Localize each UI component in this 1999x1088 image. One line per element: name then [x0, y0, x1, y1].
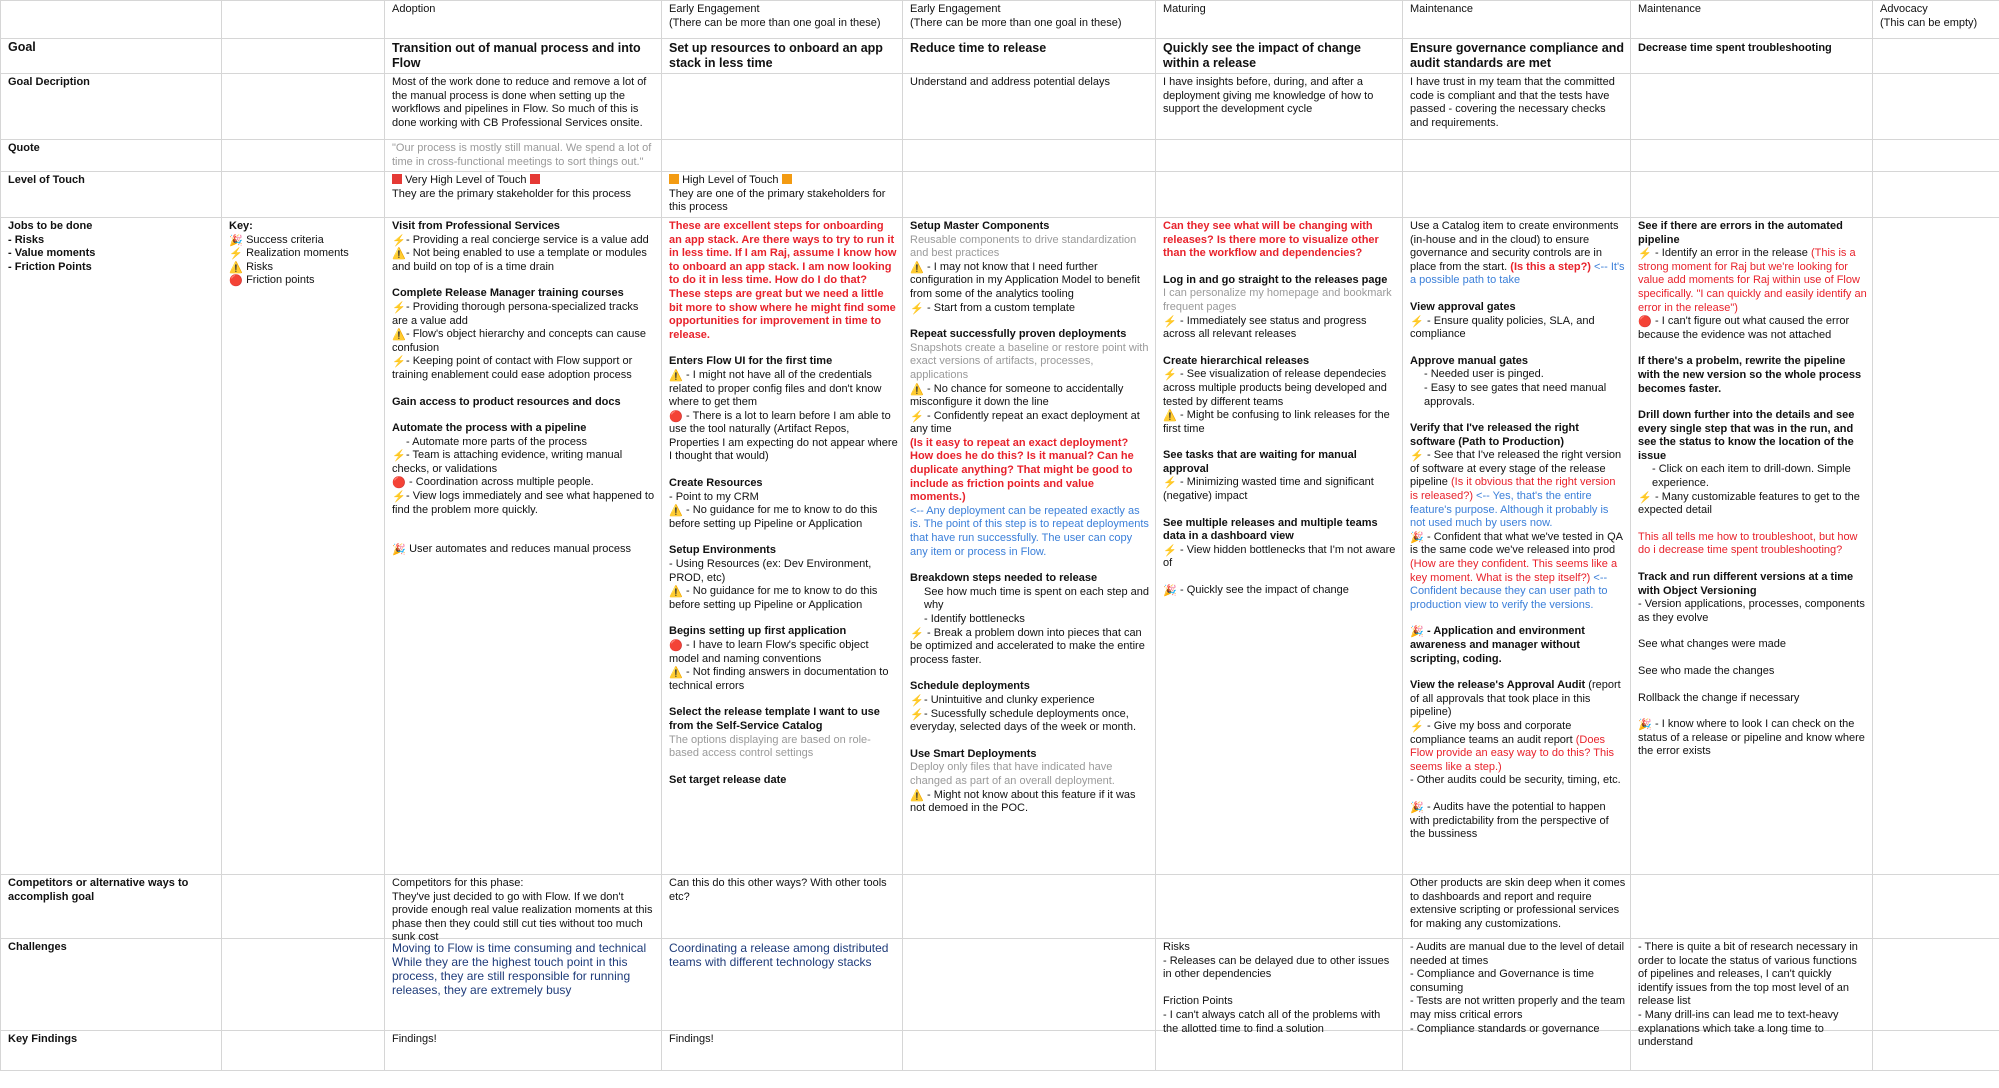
lightning-icon: ⚡	[910, 410, 924, 423]
empty-cell[interactable]	[1631, 874, 1873, 938]
empty-cell[interactable]	[903, 172, 1156, 218]
lightning-icon: ⚡	[392, 450, 406, 463]
empty-cell[interactable]	[1156, 140, 1403, 172]
empty-cell[interactable]	[1873, 172, 1999, 218]
phase-cell[interactable]: Early Engagement (There can be more than one goal in these)	[903, 1, 1156, 39]
empty-cell[interactable]	[1873, 938, 1999, 1030]
quote-cell[interactable]: "Our process is mostly still manual. We spend a lot of time in cross-functional meetings to sort things out."	[385, 140, 662, 172]
empty-cell[interactable]	[1873, 874, 1999, 938]
competitors-cell[interactable]: Other products are skin deep when it comes to dashboards and report and require extensive scripting or professional services for making any customizations.	[1403, 874, 1631, 938]
empty-cell[interactable]	[1403, 1030, 1631, 1070]
lightning-icon: ⚡	[392, 301, 406, 314]
key-cell[interactable]: Key: 🎉 Success criteria ⚡ Realization moments ⚠️ Risks 🔴 Friction points	[222, 217, 385, 874]
empty-cell[interactable]	[1403, 172, 1631, 218]
red-circle-icon: 🔴	[1638, 316, 1652, 329]
lightning-icon: ⚡	[1163, 477, 1177, 490]
empty-cell[interactable]	[222, 74, 385, 140]
empty-cell[interactable]	[1403, 140, 1631, 172]
lightning-icon: ⚡	[392, 356, 406, 369]
party-popper-icon: 🎉	[229, 234, 243, 247]
challenges-cell[interactable]: Risks - Releases can be delayed due to other issues in other dependencies Friction Points - I can't always catch all of the problems with the allotted time to find a solution	[1156, 938, 1403, 1030]
competitors-row	[1, 874, 1999, 938]
phase-cell[interactable]: Advocacy (This can be empty)	[1873, 1, 1999, 39]
jobs-cell-early-engagement-1[interactable]: These are excellent steps for onboarding an app stack. Are there ways to try to run it in less time. If I am Raj, assume I know how to onboard an app stack. I am now looking to do it in less time. How do I do that? These steps are great but we need a little bit more to show where he might find some opportunities for improvement in time to release. Enters Flow UI for the first time ⚠️ - I might not have all of the credentials related to proper config files and don't know where to get them 🔴 - There is a lot to learn before I am able to use the tool naturally (Artifact Repos, Properties I am expecting do not appear where I thought that would) Create Resources - Point to my CRM ⚠️ - No guidance for me to know to do this before setting up Pipeline or Application Setup Environments - Using Resources (ex: Dev Environment, PROD, etc) ⚠️ - No guidance for me to know to do this before setting up Pipeline or Application Begins setting up first application 🔴 - I have to learn Flow's specific object model and naming conventions ⚠️ - Not finding answers in documentation to technical errors Select the release template I want to use from the Self-Service Catalog The options displaying are based on role-based access control settings Set target release date	[662, 217, 903, 874]
party-popper-icon: 🎉	[1410, 626, 1424, 639]
warning-icon: ⚠️	[229, 261, 243, 274]
empty-cell[interactable]	[1631, 74, 1873, 140]
quote-row	[1, 140, 1999, 172]
jobs-cell-maintenance-1[interactable]: Use a Catalog item to create environments (in-house and in the cloud) to ensure governance and security controls are in place from the start. (Is this a step?) <-- It's a possible path to take View approval gates ⚡ - Ensure quality policies, SLA, and compliance Approve manual gates - Needed user is pinged. - Easy to see gates that need manual approvals. Verify that I've released the right software (Path to Production) ⚡ - See that I've released the right version of software at every stage of the release pipeline (Is it obvious that the right version is released?) <-- Yes, that's the entire feature's purpose. Although it probably is not used much by users now. 🎉 - Confident that what we've tested in QA is the same code we've released into prod (How are they confident. This seems like a key moment. What is the step itself?) <-- Confident because they can user path to production view to verify the versions. 🎉 - Application and environment awareness and manager without scripting, coding. View the release's Approval Audit (report of all approvals that took place in this pipeline) ⚡ - Give my boss and corporate compliance teams an audit report (Does Flow provide an easy way to do this? This seems like a step.) - Other audits could be security, timing, etc. 🎉 - Audits have the potential to happen with predictability from the perspective of the bussiness	[1403, 217, 1631, 874]
goal-cell[interactable]: Transition out of manual process and into Flow	[385, 39, 662, 74]
goal-cell[interactable]: Decrease time spent troubleshooting	[1631, 39, 1873, 74]
lightning-icon: ⚡	[1638, 248, 1652, 261]
empty-cell[interactable]	[222, 938, 385, 1030]
goal-cell[interactable]: Quickly see the impact of change within a release	[1156, 39, 1403, 74]
warning-icon: ⚠️	[910, 789, 924, 802]
red-square-icon	[392, 174, 402, 184]
phase-cell[interactable]: Adoption	[385, 1, 662, 39]
lightning-icon: ⚡	[1410, 450, 1424, 463]
jobs-cell-adoption[interactable]: Visit from Professional Services ⚡- Providing a real concierge service is a value add ⚠️- Not being enabled to use a template or modules and build on top of is a time drain Complete Release Manager training courses ⚡- Providing thorough persona-specialized tracks are a value add ⚠️- Flow's object hierarchy and concepts can cause confusion ⚡- Keeping point of contact with Flow support or training enablement could ease adoption process Gain access to product resources and docs Automate the process with a pipeline - Automate more parts of the process ⚡- Team is attaching evidence, writing manual checks, or validations 🔴 - Coordination across multiple people. ⚡- View logs immediately and see what happened to find the problem more quickly. 🎉 User automates and reduces manual process	[385, 217, 662, 874]
red-circle-icon: 🔴	[392, 477, 406, 490]
empty-cell[interactable]	[903, 874, 1156, 938]
empty-cell[interactable]	[222, 1030, 385, 1070]
jobs-cell-early-engagement-2[interactable]: Setup Master Components Reusable components to drive standardization and best practices ⚠️ - I may not know that I need further configuration in my Application Model to benefit from some of the analytics tooling ⚡ - Start from a custom template Repeat successfully proven deployments Snapshots create a baseline or restore point with exact versions of artifacts, processes, applications ⚠️ - No chance for someone to accidentally misconfigure it down the line ⚡ - Confidently repeat an exact deployment at any time (Is it easy to repeat an exact deployment? How does he do this? Is it manual? Can he duplicate anything? That might be good to include as friction points and value moments.) <-- Any deployment can be repeated exactly as is. The point of this step is to repeat deployments that have run successfully. The user can copy any item or process in Flow. Breakdown steps needed to release See how much time is spent on each step and why - Identify bottlenecks ⚡ - Break a problem down into pieces that can be optimized and accelerated to make the entire process faster. Schedule deployments ⚡- Unintuitive and clunky experience ⚡- Sucessfully schedule deployments once, everyday, selected days of the week or month. Use Smart Deployments Deploy only files that have indicated have changed as part of an overall deployment. ⚠️ - Might not know about this feature if it was not demoed in the POC.	[903, 217, 1156, 874]
challenges-cell[interactable]: - Audits are manual due to the level of detail needed at times - Compliance and Governance is time consuming - Tests are not written properly and the team may miss critical errors - Compliance standards or governance	[1403, 938, 1631, 1030]
party-popper-icon: 🎉	[1638, 719, 1652, 732]
challenges-cell[interactable]: Coordinating a release among distributed teams with different technology stacks	[662, 938, 903, 1030]
goal-cell[interactable]: Set up resources to onboard an app stack in less time	[662, 39, 903, 74]
row-label-key-findings[interactable]: Key Findings	[1, 1030, 222, 1070]
description-cell[interactable]: I have trust in my team that the committed code is compliant and that the tests have passed - covering the necessary checks and requirements.	[1403, 74, 1631, 140]
warning-icon: ⚠️	[910, 383, 924, 396]
row-label-jobs[interactable]: Jobs to be done - Risks - Value moments - Friction Points	[1, 217, 222, 874]
description-cell[interactable]: Most of the work done to reduce and remove a lot of the manual process is done when setting up the workflows and pipelines in Flow. So much of this is done working with CB Professional Services onsite.	[385, 74, 662, 140]
empty-cell[interactable]	[1631, 140, 1873, 172]
red-square-icon	[530, 174, 540, 184]
red-circle-icon: 🔴	[669, 410, 683, 423]
empty-cell[interactable]	[1873, 217, 1999, 874]
empty-cell[interactable]	[903, 1030, 1156, 1070]
red-circle-icon: 🔴	[229, 275, 243, 288]
warning-icon: ⚠️	[392, 329, 406, 342]
orange-square-icon	[669, 174, 679, 184]
empty-cell[interactable]	[222, 1, 385, 39]
lightning-icon: ⚡	[1163, 544, 1177, 557]
lightning-icon: ⚡	[392, 491, 406, 504]
challenges-cell[interactable]: - There is quite a bit of research necessary in order to locate the status of various functions of pipelines and releases, I can't quickly identify issues from the top most level of an release list - Many drill-ins can lead me to text-heavy explanations which take a long time to understand	[1631, 938, 1873, 1030]
phase-cell[interactable]: Maintenance	[1403, 1, 1631, 39]
empty-cell[interactable]	[1156, 1030, 1403, 1070]
description-cell[interactable]: Understand and address potential delays	[903, 74, 1156, 140]
orange-square-icon	[782, 174, 792, 184]
lightning-icon: ⚡	[1638, 491, 1652, 504]
competitors-cell[interactable]: Competitors for this phase: They've just decided to go with Flow. If we don't provide enough real value realization moments at this phase then they could still cut ties without too much sunk cost	[385, 874, 662, 938]
lightning-icon: ⚡	[910, 302, 924, 315]
description-cell[interactable]	[662, 74, 903, 140]
lightning-icon: ⚡	[910, 694, 924, 707]
phase-cell[interactable]: Early Engagement (There can be more than one goal in these)	[662, 1, 903, 39]
competitors-cell[interactable]: Can this do this other ways? With other tools etc?	[662, 874, 903, 938]
party-popper-icon: 🎉	[392, 544, 406, 557]
lightning-icon: ⚡	[392, 234, 406, 247]
warning-icon: ⚠️	[669, 369, 683, 382]
goal-row	[1, 39, 1999, 74]
empty-cell[interactable]	[222, 39, 385, 74]
key-findings-row	[1, 1030, 1999, 1070]
empty-cell[interactable]	[1873, 74, 1999, 140]
empty-cell[interactable]	[903, 938, 1156, 1030]
party-popper-icon: 🎉	[1410, 801, 1424, 814]
lightning-icon: ⚡	[910, 708, 924, 721]
row-label-challenges[interactable]: Challenges	[1, 938, 222, 1030]
lightning-icon: ⚡	[1410, 720, 1424, 733]
empty-cell[interactable]	[1873, 1030, 1999, 1070]
row-label-competitors[interactable]: Competitors or alternative ways to accomplish goal	[1, 874, 222, 938]
goal-cell[interactable]: Ensure governance compliance and audit standards are met	[1403, 39, 1631, 74]
lightning-icon: ⚡	[1163, 315, 1177, 328]
row-label-goal[interactable]: Goal	[1, 39, 222, 74]
row-label-level-of-touch[interactable]: Level of Touch	[1, 172, 222, 218]
touch-cell[interactable]: High Level of Touch They are one of the primary stakeholders for this process	[662, 172, 903, 218]
row-label-quote[interactable]: Quote	[1, 140, 222, 172]
challenges-cell[interactable]: Moving to Flow is time consuming and technical While they are the highest touch point in this process, they are still responsible for running releases, they are extremely busy	[385, 938, 662, 1030]
empty-cell[interactable]	[1156, 172, 1403, 218]
phase-cell[interactable]: Maturing	[1156, 1, 1403, 39]
phase-row	[1, 1, 1999, 39]
phase-cell[interactable]: Maintenance	[1631, 1, 1873, 39]
empty-cell[interactable]	[1873, 140, 1999, 172]
empty-cell[interactable]	[222, 874, 385, 938]
empty-cell[interactable]	[222, 140, 385, 172]
red-circle-icon: 🔴	[669, 640, 683, 652]
jobs-cell-maintenance-2[interactable]: See if there are errors in the automated pipeline ⚡ - Identify an error in the release (This is a strong moment for Raj but we're looking for value add moments for Raj within use of Flow specifically. "I can quickly and easily identify an error in the release") 🔴 - I can't figure out what caused the error because the evidence was not attached If there's a probelm, rewrite the pipeline with the new version so the whole process becomes faster. Drill down further into the details and see every single step that was in the run, and see the status to know the location of the issue - Click on each item to drill-down. Simple experience. ⚡ - Many customizable features to get to the expected detail This all tells me how to troubleshoot, but how do i decrease time spent troubleshooting? Track and run different versions at a time with Object Versioning - Version applications, processes, components as they evolve See what changes were made See who made the changes Rollback the change if necessary 🎉 - I know where to look I can check on the status of a release or pipeline and know where the error exists	[1631, 217, 1873, 874]
challenges-row	[1, 938, 1999, 1030]
lightning-icon: ⚡	[910, 627, 924, 640]
party-popper-icon: 🎉	[1163, 585, 1177, 598]
warning-icon: ⚠️	[669, 586, 683, 599]
warning-icon: ⚠️	[392, 248, 406, 261]
jobs-cell-maturing[interactable]: Can they see what will be changing with releases? Is there more to visualize other than the workflow and dependencies? Log in and go straight to the releases page I can personalize my homepage and bookmark frequent pages ⚡ - Immediately see status and progress across all relevant releases Create hierarchical releases ⚡ - See visualization of release dependecies across multiple products being developed and tested by different teams ⚠️ - Might be confusing to link releases for the first time See tasks that are waiting for manual approval ⚡ - Minimizing wasted time and significant (negative) impact See multiple releases and multiple teams data in a dashboard view ⚡ - View hidden bottlenecks that I'm not aware of 🎉 - Quickly see the impact of change	[1156, 217, 1403, 874]
goal-description-row	[1, 74, 1999, 140]
lightning-icon: ⚡	[1410, 315, 1424, 328]
findings-cell[interactable]: Findings!	[662, 1030, 903, 1070]
goal-cell[interactable]: Reduce time to release	[903, 39, 1156, 74]
empty-cell[interactable]	[1631, 172, 1873, 218]
empty-cell[interactable]	[662, 140, 903, 172]
warning-icon: ⚠️	[910, 261, 924, 274]
touch-cell[interactable]: Very High Level of Touch They are the primary stakeholder for this process	[385, 172, 662, 218]
empty-cell[interactable]	[1, 1, 222, 39]
empty-cell[interactable]	[1156, 874, 1403, 938]
empty-cell[interactable]	[1873, 39, 1999, 74]
lightning-icon: ⚡	[1163, 369, 1177, 382]
jobs-row	[1, 217, 1999, 874]
lightning-icon: ⚡	[229, 248, 243, 261]
warning-icon: ⚠️	[669, 667, 683, 680]
party-popper-icon: 🎉	[1410, 531, 1424, 544]
warning-icon: ⚠️	[1163, 410, 1177, 423]
empty-cell[interactable]	[222, 172, 385, 218]
description-cell[interactable]: I have insights before, during, and after a deployment giving me knowledge of how to support the development cycle	[1156, 74, 1403, 140]
findings-cell[interactable]: Findings!	[385, 1030, 662, 1070]
level-of-touch-row	[1, 172, 1999, 218]
warning-icon: ⚠️	[669, 505, 683, 518]
empty-cell[interactable]	[903, 140, 1156, 172]
row-label-goal-description[interactable]: Goal Decription	[1, 74, 222, 140]
